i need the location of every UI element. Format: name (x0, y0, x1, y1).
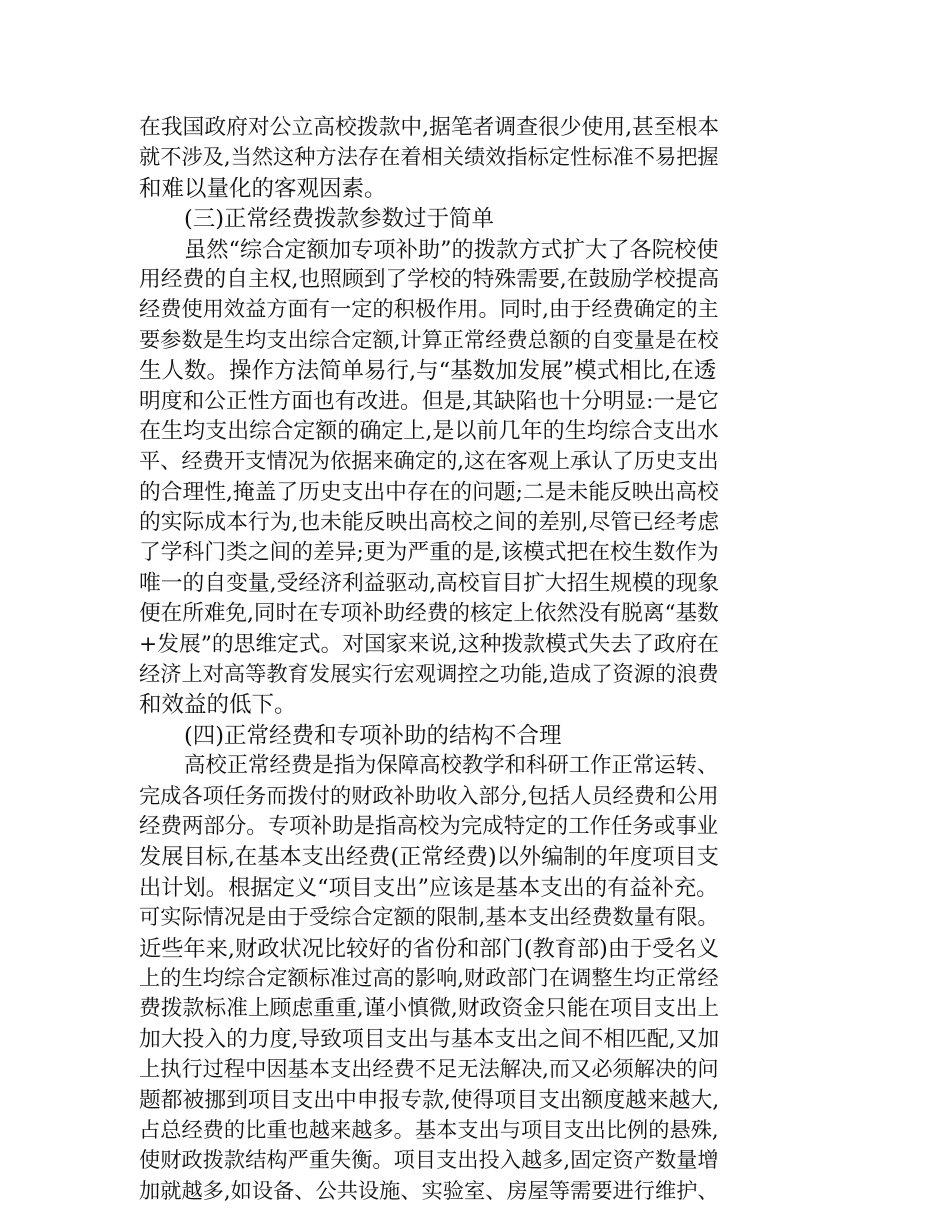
text-line: 上执行过程中因基本支出经费不足无法解决,而又必须解决的问 (139, 1057, 719, 1083)
text-line: 和难以量化的客观因素。 (139, 175, 387, 202)
text-line: 和效益的低下。 (139, 692, 297, 719)
text-line: 平、经费开支情况为依据来确定的,这在客观上承认了历史支出 (139, 449, 719, 475)
text-line: 加大投入的力度,导致项目支出与基本支出之间不相匹配,又加 (139, 1026, 720, 1052)
text-line: 的合理性,掩盖了历史支出中存在的问题;二是未能反映出高校 (139, 479, 719, 505)
text-line: 在生均支出综合定额的确定上,是以前几年的生均综合支出水 (139, 418, 719, 444)
text-line: 占总经费的比重也越来越多。基本支出与项目支出比例的悬殊, (139, 1117, 719, 1143)
text-line: 使财政拨款结构严重失衡。项目支出投入越多,固定资产数量增 (139, 1148, 719, 1174)
text-line: 了学科门类之间的差异;更为严重的是,该模式把在校生数作为 (139, 540, 719, 566)
text-line: 费拨款标准上顾虑重重,谨小慎微,财政资金只能在项目支出上 (139, 996, 720, 1022)
text-line: 经费两部分。专项补助是指高校为完成特定的工作任务或事业 (139, 813, 719, 839)
text-line: 近些年来,财政状况比较好的省份和部门(教育部)由于受名义 (139, 935, 719, 962)
text-line: 加就越多,如设备、公共设施、实验室、房屋等需要进行维护、 (139, 1178, 719, 1204)
text-line: 上的生均综合定额标准过高的影响,财政部门在调整生均正常经 (139, 965, 719, 991)
document-body (139, 113, 719, 1207)
text-line: 发展目标,在基本支出经费(正常经费)以外编制的年度项目支 (139, 844, 719, 871)
text-line: 唯一的自变量,受经济利益驱动,高校盲目扩大招生规模的现象 (139, 570, 720, 596)
text-line: 出计划。根据定义“项目支出”应该是基本支出的有益补充。 (139, 874, 719, 901)
text-line: (四)正常经费和专项补助的结构不合理 (184, 722, 562, 749)
text-line: 在我国政府对公立高校拨款中,据笔者调查很少使用,甚至根本 (139, 115, 720, 140)
text-line: 可实际情况是由于受综合定额的限制,基本支出经费数量有限。 (139, 905, 719, 931)
text-line: 经济上对高等教育发展实行宏观调控之功能,造成了资源的浪费 (139, 662, 719, 688)
text-line: 经费使用效益方面有一定的积极作用。同时,由于经费确定的主 (139, 297, 719, 323)
text-line: 生人数。操作方法简单易行,与“基数加发展”模式相比,在透 (139, 358, 717, 385)
text-line: 明度和公正性方面也有改进。但是,其缺陷也十分明显:一是它 (139, 388, 719, 414)
text-line: 要参数是生均支出综合定额,计算正常经费总额的自变量是在校 (139, 327, 719, 353)
text-line: 完成各项任务而拨付的财政补助收入部分,包括人员经费和公用 (139, 783, 719, 809)
text-line: 题都被挪到项目支出中申报专款,使得项目支出额度越来越大, (139, 1087, 720, 1113)
text-line: (三)正常经费拨款参数过于简单 (184, 206, 495, 233)
text-line: 就不涉及,当然这种方法存在着相关绩效指标定性标准不易把握 (139, 145, 719, 171)
text-line: 虽然“综合定额加专项补助”的拨款方式扩大了各院校使 (184, 236, 719, 263)
text-line: 高校正常经费是指为保障高校教学和科研工作正常运转、 (184, 753, 719, 779)
text-line: 的实际成本行为,也未能反映出高校之间的差别,尽管已经考虑 (139, 510, 720, 536)
text-line: 用经费的自主权,也照顾到了学校的特殊需要,在鼓励学校提高 (139, 266, 720, 292)
text-line: +发展”的思维定式。对国家来说,这种拨款模式失去了政府在 (139, 631, 720, 657)
text-line: 便在所难免,同时在专项补助经费的核定上依然没有脱离“基数 (139, 601, 719, 627)
